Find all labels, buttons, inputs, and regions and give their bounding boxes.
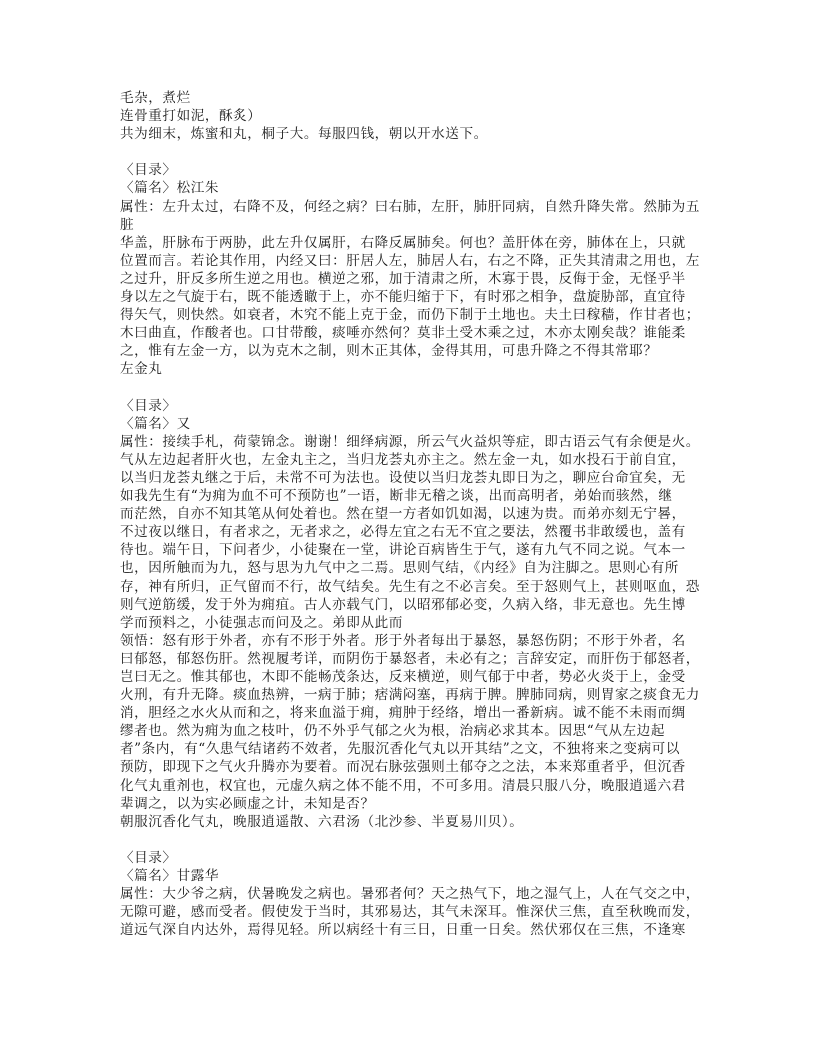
text-line: 木曰曲直，作酸者也。口甘带酸，痰唾亦然何？莫非土受木乘之过，木亦太刚矣哉？谁能柔 (120, 325, 686, 342)
blank-line (120, 379, 690, 397)
blank-line (120, 831, 690, 849)
text-line: 华盖，肝脉布于两胁，此左升仅属肝，右降反属肺矣。何也？盖肝体在旁，肺体在上，只就 (120, 234, 686, 251)
toc-marker: 〈目录〉 (120, 162, 177, 179)
text-line: 领悟：怒有形于外者，亦有不形于外者。形于外者每出于暴怒，暴怒伤阴；不形于外者，名 (120, 632, 686, 649)
text-line: 而茫然，自亦不知其笔从何处着也。然在望一方者如饥如渴，以速为贵。而弟亦刻无宁晷， (120, 506, 686, 523)
chapter-title: 〈篇名〉松江朱 (120, 180, 220, 197)
text-line: 缪者也。然为痈为血之枝叶，仍不外乎气郁之火为根，治病必求其本。因思“气从左边起 (120, 723, 665, 740)
text-line: 则气逆筋缓，发于外为痈疽。古人亦载气门，以昭邪郁必变，久病入络，非无意也。先生博 (120, 596, 686, 613)
text-line: 道远气深自内达外，焉得见轻。所以病经十有三日，日重一日矣。然伏邪仅在三焦，不逢寒 (120, 922, 686, 939)
text-line: 朝服沉香化气丸，晚服逍遥散、六君汤（北沙参、半夏易川贝）。 (120, 813, 524, 830)
text-line: 辈调之，以为实必顾虚之计，未知是否？ (120, 795, 375, 812)
text-line: 预防，即现下之气火升腾亦为要着。而况右脉弦强则土郁夺之之法，本来郑重者乎，但沉香 (120, 759, 686, 776)
text-line: 之，惟有左金一方，以为克木之制，则木正其体，金得其用，可患升降之不得其常耶？ (120, 343, 658, 360)
text-line: 连骨重打如泥，酥炙） (120, 108, 262, 125)
text-line: 存，神有所归，正气留而不行，故气结矣。先生有之不必言矣。至于怒则气上，甚则呕血，恐 (120, 578, 700, 595)
text-line: 左金丸 (120, 361, 163, 378)
toc-marker: 〈目录〉 (120, 397, 177, 414)
text-line: 火刑，有升无降。痰血热辨，一病于肺；痞满闷塞，再病于脾。脾肺同病，则胃家之痰食无力 (120, 687, 700, 704)
text-line: 者”条内，有“久患气结诸药不效者，先服沉香化气丸以开其结”之文，不独将来之变病可以 (120, 741, 680, 758)
text-line: 如我先生有“为痈为血不可不预防也”一语，断非无稽之谈，出而高明者，弟始而骇然，继 (120, 488, 673, 505)
text-line: 不过夜以继日，有者求之，无者求之，必得左宜之右无不宜之要法，然覆书非敢缓也，盖有 (120, 524, 686, 541)
text-line: 化气丸重剂也，权宜也，元虚久病之体不能不用，不可多用。清晨只服八分，晚服逍遥六君 (120, 777, 686, 794)
text-line: 曰郁怒，郁怒伤肝。然视履考详，而阴伤于暴怒者，未必有之；言辞安定，而肝伤于郁怒者， (120, 650, 700, 667)
text-line: 之过升，肝反多所生逆之用也。横逆之邪，加于清肃之所，木寡于畏，反侮于金，无怪乎半 (120, 270, 686, 287)
text-line: 气从左边起者肝火也，左金丸主之，当归龙荟丸亦主之。然左金一丸，如水投石于前自宜， (120, 451, 686, 468)
text-line: 身以左之气旋于右，既不能透瞮于上，亦不能归缩于下，有时邪之相争，盘旋胁部，直宜待 (120, 289, 686, 306)
case-attribute-line: 属性：大少爷之病，伏暑晚发之病也。暑邪者何？天之热气下，地之湿气上，人在气交之中， (120, 886, 700, 903)
case-attribute-line: 属性：左升太过，右降不及，何经之病？曰右肺，左肝，肺肝同病，自然升降失常。然肺为五 (120, 198, 700, 215)
text-line: 无隙可避，感而受者。假使发于当时，其邪易达，其气未深耳。惟深伏三焦，直至秋晚而发， (120, 904, 700, 921)
text-line: 共为细末，炼蜜和丸，桐子大。每服四钱，朝以开水送下。 (120, 126, 488, 143)
text-line: 毛杂，煮烂 (120, 90, 191, 106)
blank-line (120, 143, 690, 161)
text-line: 待也。端午日，下问者少，小徒聚在一堂，讲论百病皆生于气，遂有九气不同之说。气本一 (120, 542, 686, 559)
text-line: 学而预料之，小徒强志而问及之。弟即从此而 (120, 614, 403, 631)
toc-marker: 〈目录〉 (120, 849, 177, 866)
text-line: 以当归龙荟丸继之于后，未常不可为法也。设使以当归龙荟丸即日为之，聊应台命宜矣，无 (120, 469, 686, 486)
text-line: 脏 (120, 216, 135, 233)
chapter-title: 〈篇名〉甘露华 (120, 868, 220, 885)
text-line: 得矢气，则快然。如衰者，木究不能上克于金，而仍下制于土地也。夫土曰稼穑，作甘者也； (120, 307, 700, 324)
chapter-title: 〈篇名〉又 (120, 415, 191, 432)
document-body (120, 89, 700, 939)
text-line: 也，因所触而为九，怒与思为九气中之二焉。思则气结，《内经》自为注脚之。思则心有所 (120, 560, 679, 577)
text-line: 岂曰无之。惟其郁也，木即不能畅茂条达，反来横逆，则气郁于中者，势必火炎于上，金受 (120, 669, 686, 685)
text-line: 位置而言。若论其作用，内经又曰：肝居人左，肺居人右，右之不降，正失其清肃之用也，左 (120, 252, 700, 269)
text-line: 消，胆经之水火从而和之，将来血溢于痈，痈肿于经络，增出一番新病。诚不能不未雨而绸 (120, 705, 686, 722)
case-attribute-line: 属性：接续手札，荷蒙锦念。谢谢！细绎病源，所云气火益炽等症，即古语云气有余便是火。 (120, 433, 700, 450)
